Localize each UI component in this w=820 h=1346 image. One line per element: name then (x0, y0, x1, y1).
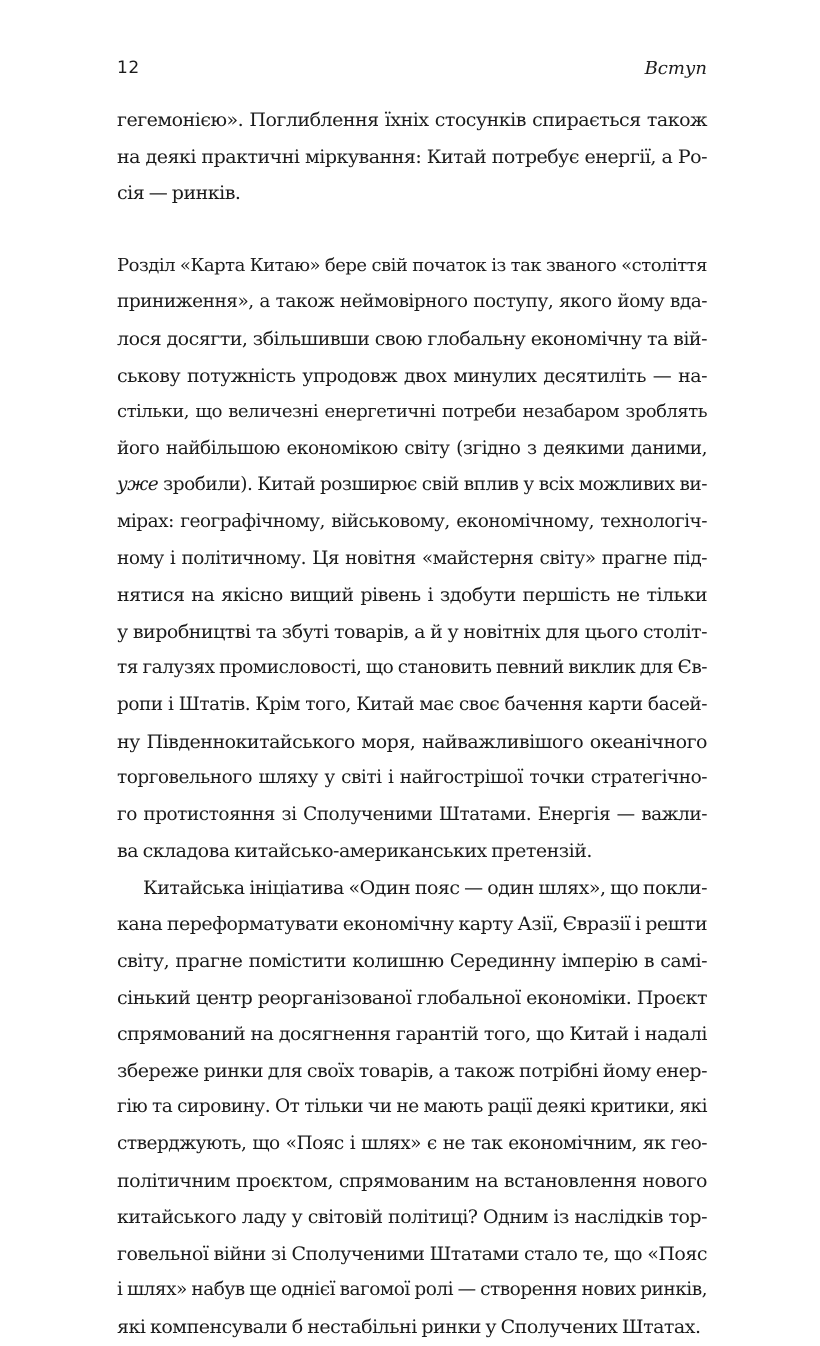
paragraph-1 (117, 102, 707, 212)
text-line: лося досягти, збільшивши свою глобальну економічну та вій- (117, 327, 707, 350)
text-line: говельної війни зі Сполученими Штатами стало те, що «Пояс (117, 1242, 707, 1265)
text-line: сія — ринків. (117, 182, 241, 205)
text-line: збереже ринки для своїх товарів, а також потрібні йому енер- (117, 1059, 707, 1082)
text-line (117, 467, 707, 504)
paragraph-2 (117, 248, 707, 870)
emphasized-word: уже (117, 474, 159, 496)
text-line: торговельного шляху у світі і найгострішої точки стратегічно- (117, 767, 707, 789)
text-line: сінький центр реорганізованої глобальної економіки. Проєкт (117, 986, 707, 1009)
text-line: його найбільшою економікою світу (згідно з деякими даними, (117, 437, 707, 459)
text-line: Розділ «Карта Китаю» бере свій початок із так званого «століття (117, 254, 707, 276)
text-line-rest: зробили). Китай розширює свій вплив у всіх можливих ви- (158, 474, 707, 496)
text-line: ва складова китайсько-американських претензій. (117, 840, 592, 863)
text-line: стверджують, що «Пояс і шлях» є не так економічним, як гео- (117, 1133, 707, 1155)
paragraph-gap (117, 212, 707, 248)
paragraph-3 (117, 870, 707, 1346)
text-line: політичним проєктом, спрямованим на встановлення нового (117, 1169, 707, 1192)
text-line: кана переформатувати економічну карту Азії, Євразії і решти (117, 913, 707, 936)
text-line: го протистояння зі Сполученими Штатами. Енергія — важли- (117, 803, 707, 825)
page-header (117, 58, 707, 88)
text-line: і шлях» набув ще однієї вагомої ролі — створення нових ринків, (117, 1279, 707, 1301)
text-line: тя галузях промисловості, що становить певний виклик для Єв- (117, 657, 707, 679)
text-line: гію та сировину. От тільки чи не мають рації деякі критики, які (117, 1096, 707, 1118)
text-line: світу, прагне помістити колишню Серединну імперію в самі- (117, 950, 707, 973)
text-line: гегемонією». Поглиблення їхніх стосунків спирається також (117, 109, 707, 131)
text-line: які компенсували б нестабільні ринки у Сполучених Штатах. (117, 1316, 701, 1338)
text-line: ному і політичному. Ця новітня «майстерня світу» прагне під- (117, 547, 707, 569)
text-line: у виробництві та збуті товарів, а й у новітніх для цього століт- (117, 620, 707, 643)
text-line: ропи і Штатів. Крім того, Китай має своє бачення карти басей- (117, 693, 707, 715)
text-line: нятися на якісно вищий рівень і здобути першість не тільки (117, 584, 707, 607)
running-head: Вступ (644, 58, 707, 79)
body-text (117, 102, 707, 1346)
text-line: стільки, що величезні енергетичні потреби незабаром зроблять (117, 401, 707, 423)
text-line: спрямований на досягнення гарантій того, що Китай і надалі (117, 1023, 707, 1046)
text-line: ну Південнокитайського моря, найважливішого океанічного (117, 730, 707, 753)
text-line: на деякі практичні міркування: Китай потребує енергії, а Ро- (117, 145, 707, 168)
text-line: китайського ладу у світовій політиці? Одним із наслідків тор- (117, 1206, 707, 1229)
text-line: ськову потужність упродовж двох минулих десятиліть — на- (117, 364, 707, 387)
text-line: приниження», а також неймовірного поступу, якого йому вда- (117, 291, 707, 313)
text-line: Китайська ініціатива «Один пояс — один шлях», що покли- (143, 876, 707, 899)
page-number: 12 (117, 58, 140, 78)
text-line: мірах: географічному, військовому, економічному, технологіч- (117, 510, 707, 532)
